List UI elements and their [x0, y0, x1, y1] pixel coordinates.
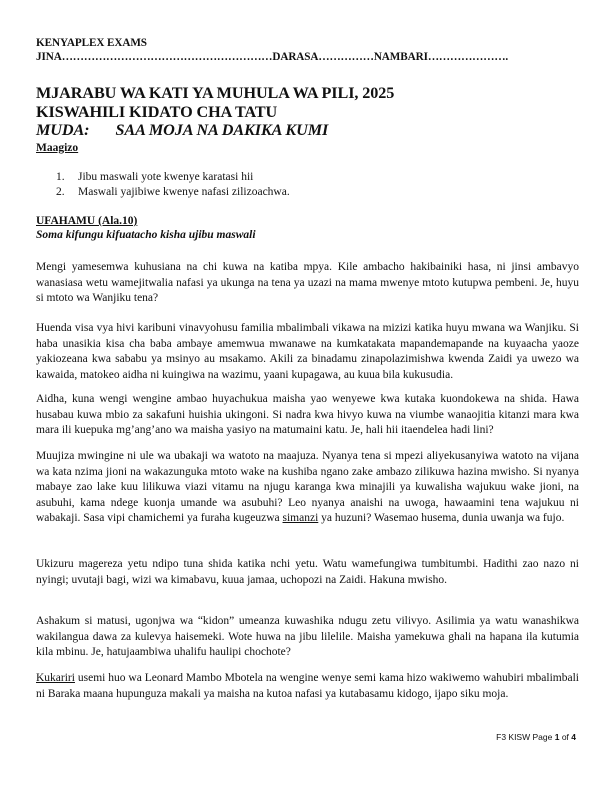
duration-label: MUDA: — [36, 121, 90, 139]
underlined-word: simanzi — [282, 512, 319, 525]
instructions-heading: Maagizo — [36, 142, 79, 154]
instructions-list — [56, 170, 290, 200]
exam-duration — [36, 121, 328, 140]
page-number: 1 — [554, 732, 560, 742]
section-heading: UFAHAMU (Ala.10) — [36, 215, 138, 227]
passage-paragraph-7: Kukariri usemi huo wa Leonard Mambo Mbotela na wengine wenye semi kama hizo wakiwemo wahubiri mbalimbali ni Baraka maana hupunguza makali ya maisha na kutoa nafasi ya kutabasamu kidogo, ijapo siku moja. — [36, 672, 579, 700]
section-instruction: Soma kifungu kifuatacho kisha ujibu maswali — [36, 229, 256, 241]
page-total: 4 — [571, 732, 576, 742]
passage-paragraph-6: Ashakum si matusi, ugonjwa wa “kidon” umeanza kuwashika ndugu zetu vilivyo. Asilimia ya watu wanashikwa wakilangua dawa za kulevya haisemeki. Wote huwa na jibu lilelile. Maisha yamekuwa ghali na hapana ila kutumia kila mbinu. Je, hatujaambiwa uhalifu haulipi chochote? — [36, 615, 579, 659]
student-details-line: JINA…………………………………………………DARASA……………NAMBARI…………………. — [36, 51, 509, 63]
underlined-word: Kukariri — [36, 672, 75, 684]
exam-title: MJARABU WA KATI YA MUHULA WA PILI, 2025 — [36, 84, 395, 102]
passage-paragraph-5: Ukizuru magereza yetu ndipo tuna shida katika nchi yetu. Watu wamefungiwa tumbitumbi. Hadithi zao nazo ni nyingi; uvutaji bagi, wizi wa kimabavu, kuua jamaa, uchopozi na Zaidi. Hakuna mwisho. — [36, 558, 579, 586]
passage-paragraph-3: Aidha, kuna wengi wengine ambao huyachukua maisha yao wenyewe kwa kutaka kuondokewa na shida. Hawa husabau kuwa mbio za sakafuni huishia ukingoni. Si nadra kwa hivyo kuwa na viumbe wanaojitia kitanzi mara kwa mara ili kuepuka mg’ang’ano wa maisha yasiyo na matumaini katu. Je, hali hii itaendelea hadi lini? — [36, 393, 579, 437]
exam-subject: KISWAHILI KIDATO CHA TATU — [36, 103, 278, 121]
passage-paragraph-2: Huenda visa vya hivi karibuni vinavyohusu familia mbalimbali vikawa na mizizi katika huyu mwana wa Wanjiku. Si haba unasikia kisa cha baba ambaye amemwua mwanawe na kumkatakata mapandemapande na kuyaacha yaoze yakiozeana kwa sababu ya msinyo au msakamo. Akili za binadamu zinapolazimishwa kwenda Zaidi ya uwezo wa kawaida, matokeo aidha ni kuingiwa na wazimu, yaani kupagawa, au kuua bila kukusudia. — [36, 322, 579, 381]
passage-paragraph-1: Mengi yamesemwa kuhusiana na chi kuwa na katiba mpya. Kile ambacho hakibainiki hasa, ni jinsi ambavyo wanasiasa wetu wamejitwalia nafasi ya ukunga na tena ya uzazi na mama mwenye mtoto kutupwa pembeni. Je, huyu si mtoto wa Wanjiku tena? — [36, 261, 579, 305]
list-item: 2. Maswali yajibiwe kwenye nafasi zilizoachwa. — [56, 186, 290, 198]
school-name: KENYAPLEX EXAMS — [36, 37, 147, 49]
list-item: 1. Jibu maswali yote kwenye karatasi hii — [56, 171, 254, 183]
page-footer: F3 KISW Page 1 of 4 — [496, 732, 576, 742]
duration-value: SAA MOJA NA DAKIKA KUMI — [115, 121, 329, 139]
passage-paragraph-4: Muujiza mwingine ni ule wa ubakaji wa watoto na maajuza. Nyanya tena si mpezi aliyekusanyiwa watoto na vijana wa kata nzima jioni na wakazunguka mtoto wake na kushiba ngano zake ambazo zilikuwa hazina mwisho. Si nyanya mabaye zao lake kuu lilikuwa viazi vitamu na njugu karanga kwa minajili ya kuwalisha wajukuu wake jioni, na asubuhi, kama ndege kuonja umande wa asubuhi? Leo nyanya anaishi na uwoga, hawaamini tena wajukuu ni wabakaji. Sasa vipi chamichemi ya furaha kugeuzwa simanzi ya huzuni? Wasemao husema, dunia uwanja wa fujo. — [36, 450, 579, 525]
